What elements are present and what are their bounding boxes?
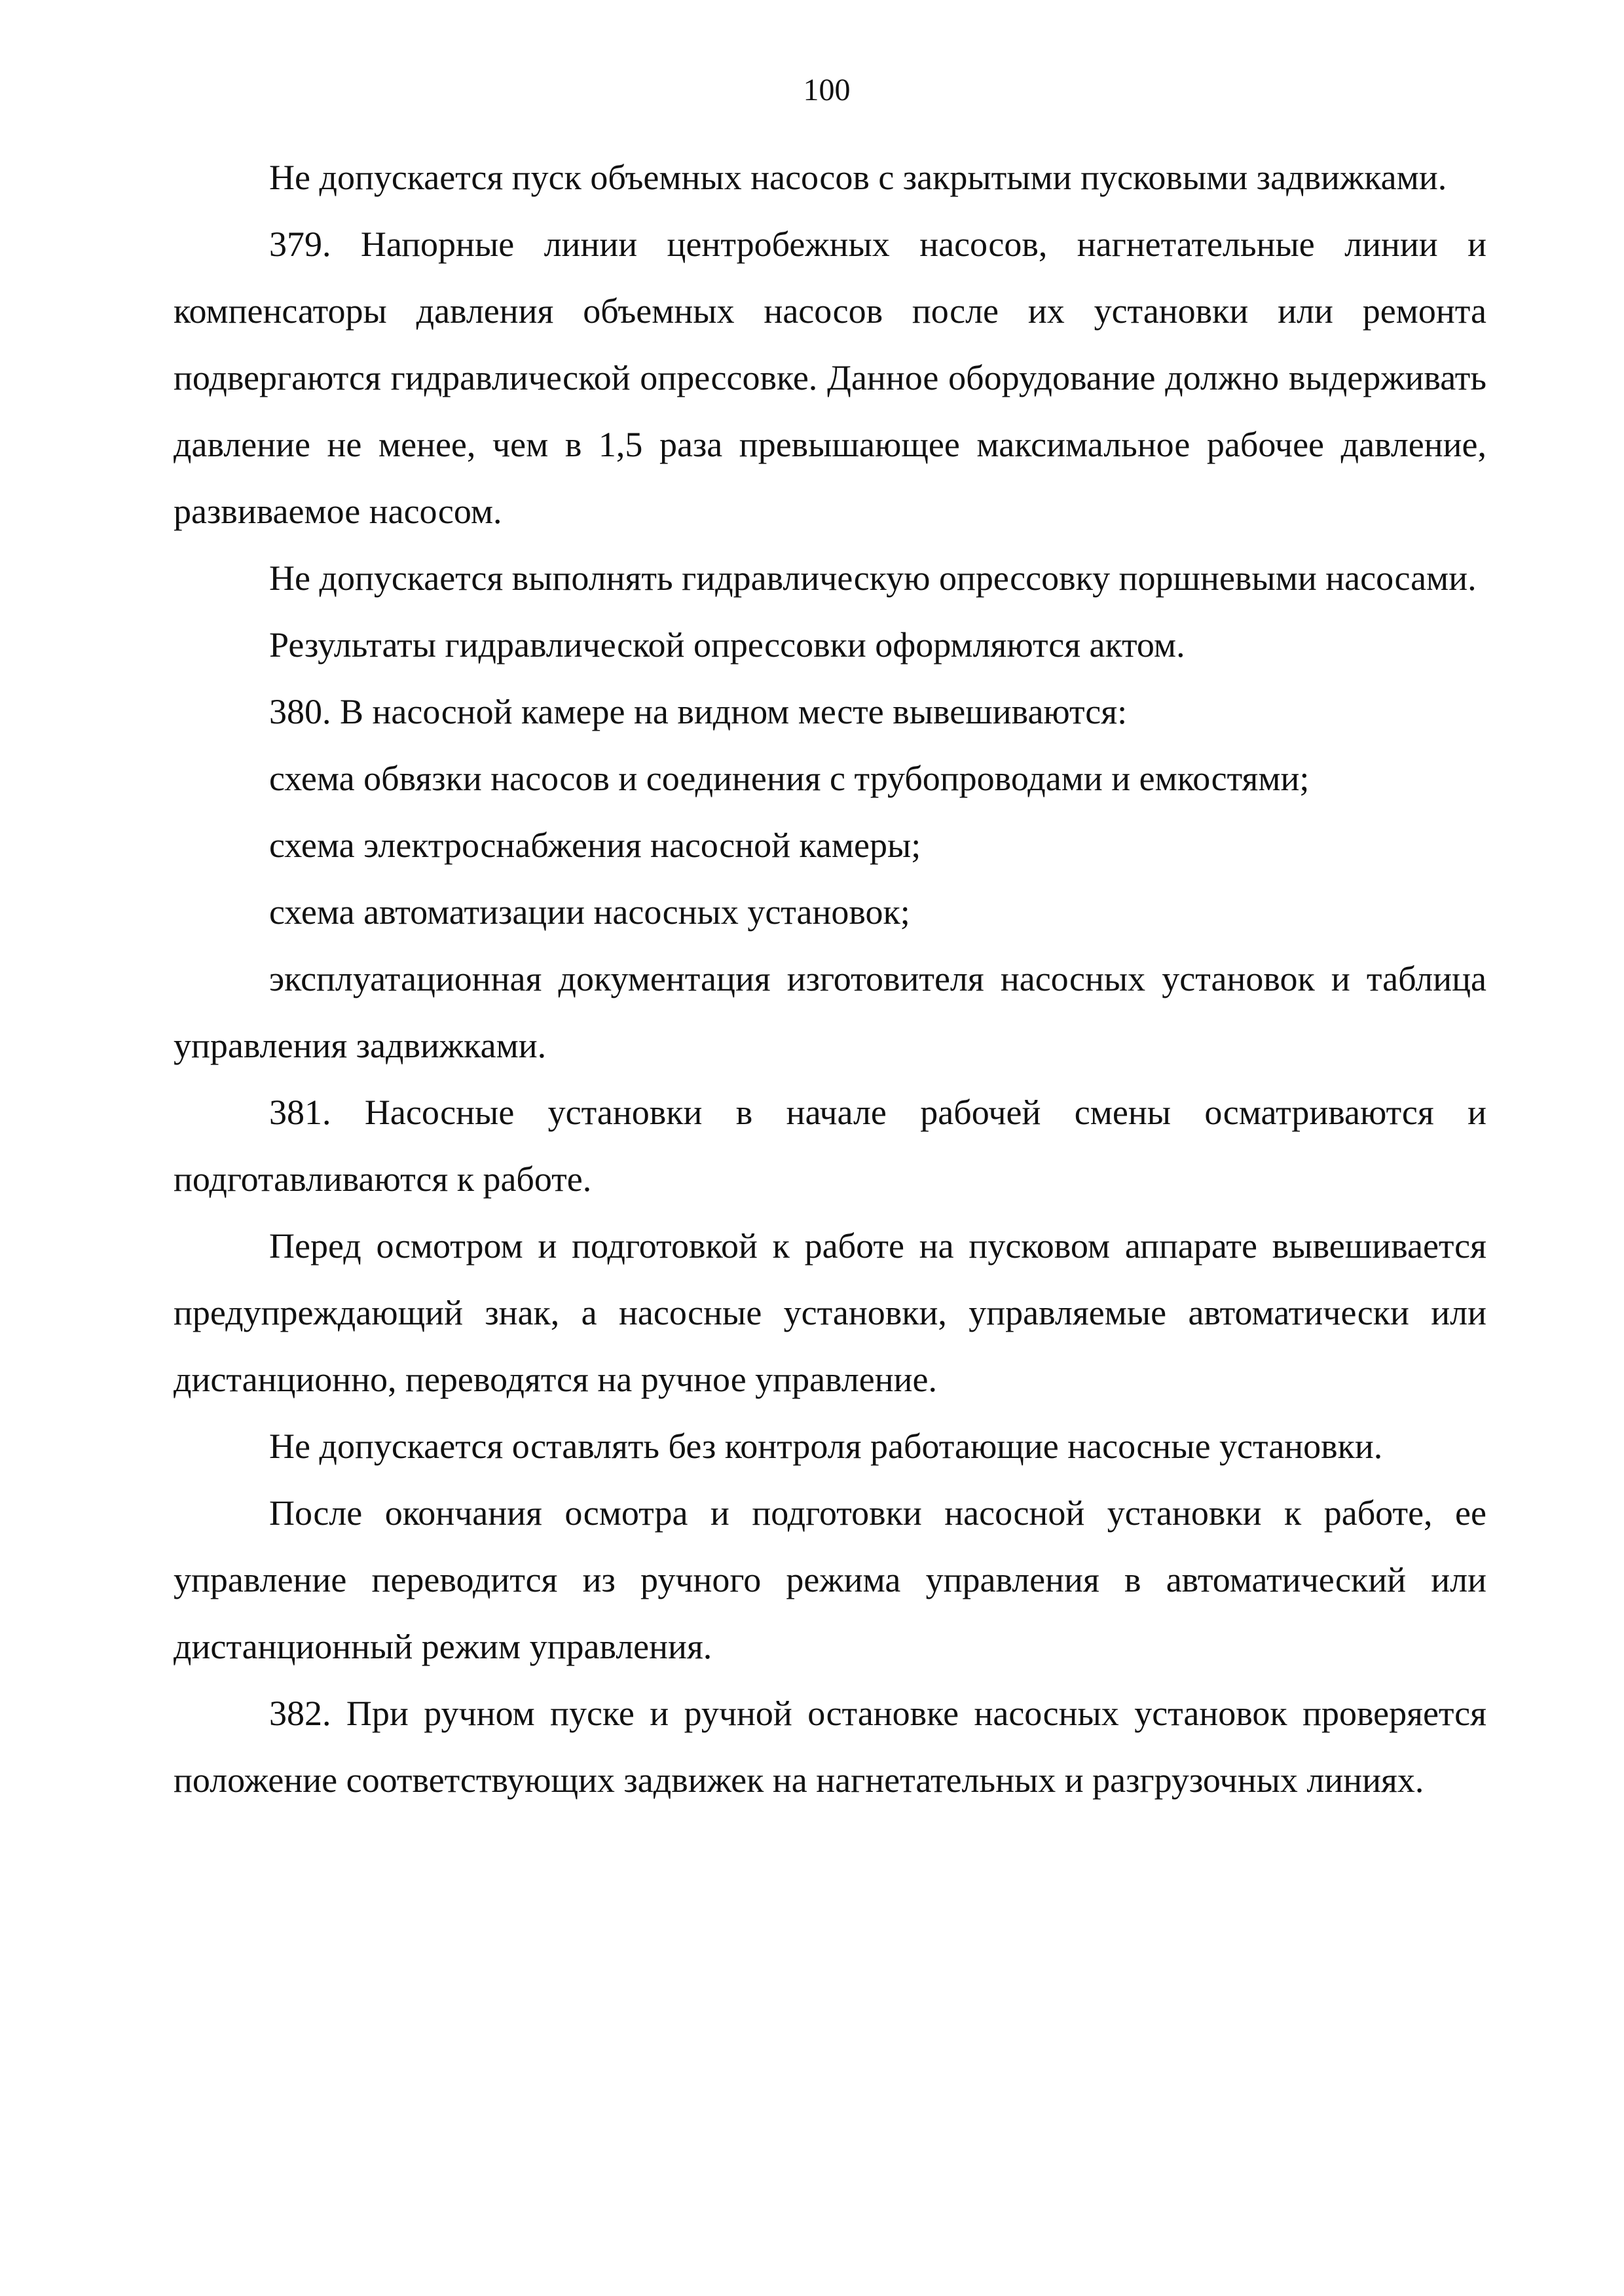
paragraph-no-unattended-operation: Не допускается оставлять без контроля работающие насосные установки.: [269, 1427, 1383, 1466]
paragraph-382-manual-start: 382. При ручном пуске и ручной остановке насосных установок проверяется положение соответствующих задвижек на нагнетательных и разгрузочных линиях.: [174, 1694, 1486, 1800]
list-item-automation-scheme: схема автоматизации насосных установок;: [269, 892, 910, 932]
paragraph-control-mode-switch: После окончания осмотра и подготовки насосной установки к работе, ее управление переводится из ручного режима управления в автоматический или дистанционный режим управления.: [174, 1493, 1486, 1666]
page-number: 100: [803, 73, 851, 107]
paragraph-380-pump-chamber: 380. В насосной камере на видном месте вывешиваются:: [269, 692, 1128, 731]
paragraph-warning-sign: Перед осмотром и подготовкой к работе на пусковом аппарате вывешивается предупреждающий знак, а насосные установки, управляемые автоматически или дистанционно, переводятся на ручное управление.: [174, 1226, 1486, 1399]
paragraph-no-start-closed-valves: Не допускается пуск объемных насосов с закрытыми пусковыми задвижками.: [269, 158, 1447, 197]
document-body: [174, 144, 1486, 1813]
paragraph-379-pressure-lines: 379. Напорные линии центробежных насосов, нагнетательные линии и компенсаторы давления объемных насосов после их установки или ремонта подвергаются гидравлической опрессовке. Данное оборудование должно выдерживать давление не менее, чем в 1,5 раза превышающее максимальное рабочее давление, развиваемое насосом.: [174, 225, 1486, 531]
list-item-piping-scheme: схема обвязки насосов и соединения с трубопроводами и емкостями;: [269, 759, 1310, 798]
list-item-power-supply-scheme: схема электроснабжения насосной камеры;: [269, 826, 921, 865]
list-item-operating-documentation: эксплуатационная документация изготовителя насосных установок и таблица управления задвижками.: [174, 959, 1486, 1065]
paragraph-no-piston-pressing: Не допускается выполнять гидравлическую опрессовку поршневыми насосами.: [269, 558, 1477, 598]
paragraph-381-shift-inspection: 381. Насосные установки в начале рабочей смены осматриваются и подготавливаются к работе.: [174, 1093, 1486, 1199]
paragraph-test-results-act: Результаты гидравлической опрессовки оформляются актом.: [269, 625, 1185, 665]
